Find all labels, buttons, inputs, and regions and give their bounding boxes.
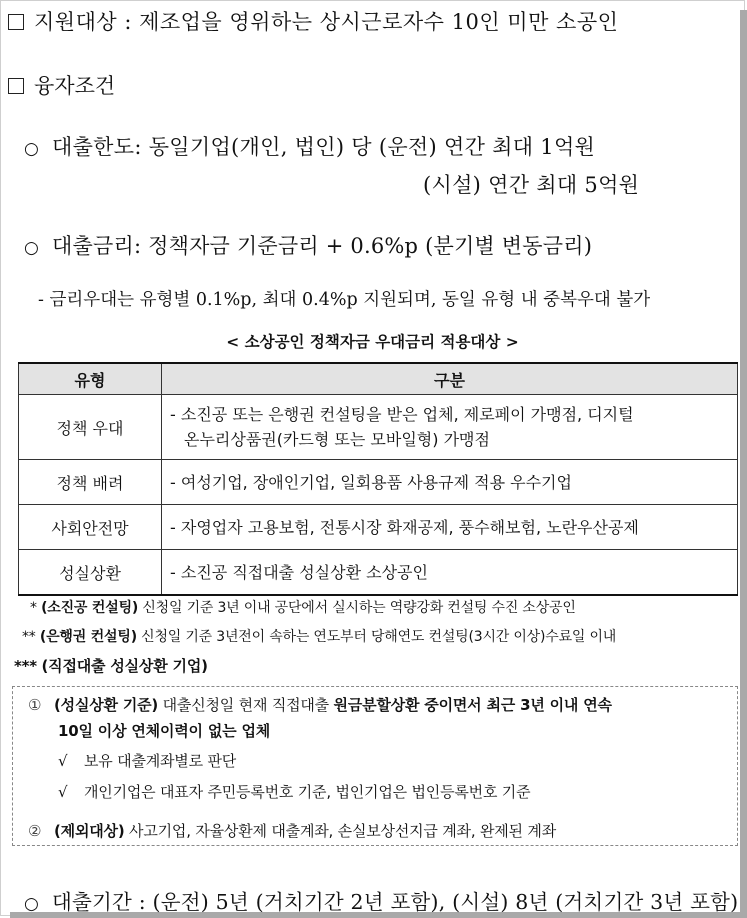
criteria-item-1-cont: 10일 이상 연체이력이 없는 업체 (58, 722, 271, 740)
table-row (19, 395, 738, 460)
circle-bullet-icon: ○ (24, 238, 40, 258)
row-desc: - 여성기업, 장애인기업, 일회용품 사용규제 적용 우수기업 (162, 460, 738, 505)
checkbox-square-icon (8, 14, 24, 30)
support-target-line: 지원대상 : 제조업을 영위하는 상시근로자수 10인 미만 소공인 (8, 6, 618, 36)
loan-limit-line: ○ 대출한도: 동일기업(개인, 법인) 당 (운전) 연간 최대 1억원 (24, 135, 596, 159)
circle-bullet-icon: ○ (24, 139, 40, 159)
footnote-1: * (소진공 컨설팅) 신청일 기준 3년 이내 공단에서 실시하는 역량강화 컨설팅 수진 소상공인 (30, 600, 576, 616)
row-desc: - 자영업자 고용보험, 전통시장 화재공제, 풍수해보험, 노란우산공제 (162, 505, 738, 550)
footnote-3: *** (직접대출 성실상환 기업) (14, 657, 208, 675)
table-caption: < 소상공인 정책자금 우대금리 적용대상 > (226, 333, 519, 351)
criteria-check-2: √ 개인기업은 대표자 주민등록번호 기준, 법인기업은 법인등록번호 기준 (58, 783, 531, 801)
loan-rate-line: ○ 대출금리: 정책자금 기준금리 + 0.6%p (분기별 변동금리) (24, 234, 593, 258)
table-row (19, 505, 738, 550)
table-row (19, 550, 738, 596)
row-desc: - 소진공 또는 은행권 컨설팅을 받은 업체, 제로페이 가맹점, 디지털 온누리상품권(카드형 또는 모바일형) 가맹점 (162, 395, 738, 460)
row-type: 성실상환 (19, 550, 162, 596)
loan-limit-facility-line: (시설) 연간 최대 5억원 (423, 173, 640, 197)
row-desc: - 소진공 직접대출 성실상환 소상공인 (162, 550, 738, 596)
row-type: 사회안전망 (19, 505, 162, 550)
footnote-2: ** (은행권 컨설팅) 신청일 기준 3년전이 속하는 연도부터 당해연도 컨설팅(3시간 이상)수료일 이내 (22, 629, 617, 645)
table-header-row (19, 363, 738, 395)
header-category: 구분 (162, 363, 738, 395)
criteria-check-1: √ 보유 대출계좌별로 판단 (58, 752, 237, 770)
checkmark-icon: √ (58, 752, 68, 770)
loan-period-line: ○ 대출기간 : (운전) 5년 (거치기간 2년 포함), (시설) 8년 (거치기간 3년 포함) (24, 890, 739, 914)
criteria-item-1: ① (성실상환 기준) 대출신청일 현재 직접대출 원금분할상환 중이면서 최근 3년 이내 연속 (28, 696, 612, 714)
page-shadow-right (740, 10, 747, 918)
loan-conditions-heading: 융자조건 (8, 70, 115, 100)
table-row (19, 460, 738, 505)
checkmark-icon: √ (58, 783, 68, 801)
checkbox-square-icon (8, 78, 24, 94)
circle-bullet-icon: ○ (24, 894, 40, 914)
preferential-rate-table (18, 362, 738, 596)
criteria-item-2: ② (제외대상) 사고기업, 자율상환제 대출계좌, 손실보상선지급 계좌, 완제된 계좌 (28, 822, 556, 840)
header-type: 유형 (19, 363, 162, 395)
rate-preference-note: - 금리우대는 유형별 0.1%p, 최대 0.4%p 지원되며, 동일 유형 내 중복우대 불가 (38, 290, 651, 310)
row-type: 정책 배려 (19, 460, 162, 505)
row-type: 정책 우대 (19, 395, 162, 460)
